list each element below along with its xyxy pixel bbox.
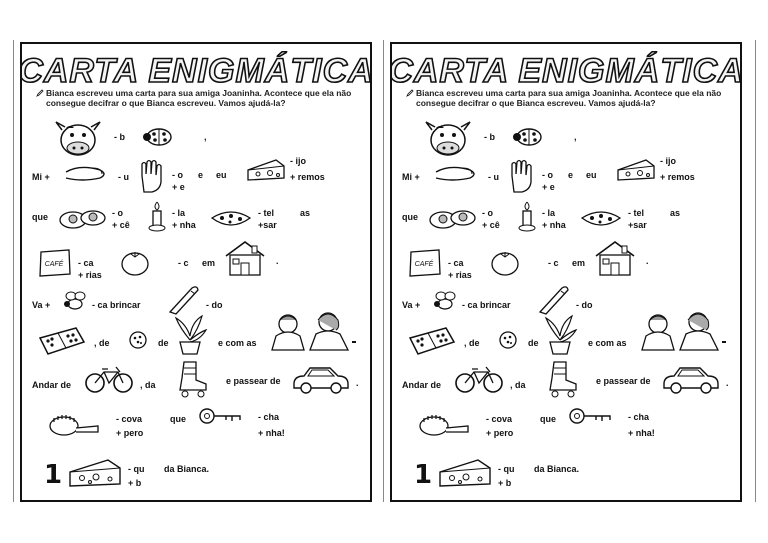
row2-eu: eu (216, 170, 227, 180)
row1-minus-b: - b (114, 132, 125, 142)
hairbrush-icon (418, 410, 470, 438)
row8-que: que (170, 414, 187, 424)
ladybug-icon (142, 124, 174, 148)
row2-minus-u: - u (488, 172, 499, 182)
car-icon (660, 364, 720, 394)
row3-que: que (402, 212, 419, 222)
intro-text (36, 88, 366, 108)
number-one: 1 (44, 460, 63, 490)
row3-minus-tel: - tel (628, 208, 645, 218)
row6-e-com-as: e com as (588, 338, 627, 348)
row3-as: as (670, 208, 681, 218)
fly-icon (62, 290, 88, 312)
house-icon (592, 238, 638, 278)
row8-minus-cova: - cova (486, 414, 513, 424)
row5-minus-do: - do (206, 300, 223, 310)
row2-minus-ijo: - ijo (660, 156, 676, 166)
plant-icon (172, 314, 208, 356)
row8-plus-pero: + pero (116, 428, 144, 438)
row4-em: em (202, 258, 216, 268)
row2-e: e (568, 170, 574, 180)
row7-comma-da: , da (510, 380, 526, 390)
row5-va-plus: Va + (32, 300, 51, 310)
row8-minus-cova: - cova (116, 414, 143, 424)
row5-ca-brincar: - ca brincar (92, 300, 141, 310)
row7-period: . (726, 378, 729, 388)
row2-minus-o: - o (172, 170, 183, 180)
row2-minus-o: - o (542, 170, 553, 180)
row3-plus-ce: + cê (112, 220, 130, 230)
row2-plus-e: + e (542, 182, 555, 192)
skate-icon (174, 360, 210, 398)
intro-line-2: consegue decifrar o que Bianca escreveu. Vamos ajudá-la? (46, 98, 286, 108)
row4-period: . (646, 256, 649, 266)
eggs-icon (58, 204, 108, 230)
hand-icon (138, 158, 166, 194)
intro-line-1: Bianca escreveu uma carta para sua amiga Joaninha. Acontece que ela não (416, 88, 722, 98)
row2-plus-e: + e (172, 182, 185, 192)
row9-da-bianca: da Bianca. (534, 464, 580, 474)
row4-plus-rias: + rias (78, 270, 102, 280)
row5-va-plus: Va + (402, 300, 421, 310)
intro-text (406, 88, 736, 108)
row6-de: de (528, 338, 539, 348)
divider-right (755, 40, 756, 502)
svg-text:CAFÉ: CAFÉ (44, 261, 64, 268)
cow-icon (54, 118, 102, 162)
worksheet-left (20, 42, 372, 502)
row8-plus-pero: + pero (486, 428, 514, 438)
bicycle-icon (84, 364, 134, 394)
row8-que: que (540, 414, 557, 424)
intro-line-1: Bianca escreveu uma carta para sua amiga Joaninha. Acontece que ela não (46, 88, 352, 98)
divider-center (383, 40, 384, 502)
hand-icon (508, 158, 536, 194)
row3-que: que (32, 212, 49, 222)
ladybug-icon (512, 124, 544, 148)
row8-minus-cha: - cha (258, 412, 280, 422)
eggs-icon (428, 204, 478, 230)
row7-comma-da: , da (140, 380, 156, 390)
row5-ca-brincar: - ca brincar (462, 300, 511, 310)
row2-mi-plus: Mi + (32, 172, 50, 182)
dolls-icon (636, 310, 728, 354)
key-icon (198, 406, 242, 426)
row7-e-passear-de: e passear de (226, 376, 281, 386)
domino-icon (408, 326, 456, 356)
car-icon (290, 364, 350, 394)
svg-text:CARTA ENIGMÁTICA: CARTA ENIGMÁTICA (388, 52, 744, 90)
row6-de: de (158, 338, 169, 348)
row4-minus-c: - c (178, 258, 189, 268)
row3-plus-nha: + nha (172, 220, 196, 230)
pizza-icon (580, 208, 622, 230)
row9-plus-b: + b (128, 478, 142, 488)
key-icon (568, 406, 612, 426)
fly-icon (432, 290, 458, 312)
worksheet-title (388, 48, 744, 92)
row3-plus-sar: +sar (628, 220, 647, 230)
thumb-icon (62, 158, 110, 186)
row3-minus-tel: - tel (258, 208, 275, 218)
worksheet-right (390, 42, 742, 502)
tomato-icon (490, 250, 520, 276)
row2-plus-remos: + remos (290, 172, 325, 182)
row9-plus-b: + b (498, 478, 512, 488)
worksheet-title (18, 48, 374, 92)
row7-andar-de: Andar de (402, 380, 442, 390)
cheese-wedge-icon (68, 458, 122, 488)
row6-e-com-as: e com as (218, 338, 257, 348)
row6-comma-de: , de (464, 338, 480, 348)
cookie-icon (128, 330, 148, 350)
skate-icon (544, 360, 580, 398)
cheese-icon (616, 158, 656, 184)
finger-icon (166, 282, 200, 316)
row9-da-bianca: da Bianca. (164, 464, 210, 474)
pencil-icon (36, 89, 44, 97)
row9-minus-qu: - qu (498, 464, 515, 474)
row4-minus-c: - c (548, 258, 559, 268)
row2-minus-ijo: - ijo (290, 156, 306, 166)
intro-line-2: consegue decifrar o que Bianca escreveu. Vamos ajudá-la? (416, 98, 656, 108)
cow-icon (424, 118, 472, 162)
row3-plus-sar: +sar (258, 220, 277, 230)
row9-minus-qu: - qu (128, 464, 145, 474)
row3-as: as (300, 208, 311, 218)
finger-icon (536, 282, 570, 316)
row4-plus-rias: + rias (448, 270, 472, 280)
pencil-icon (406, 89, 414, 97)
row3-minus-o: - o (112, 208, 123, 218)
tomato-icon (120, 250, 150, 276)
row8-plus-nha: + nha! (258, 428, 285, 438)
row3-minus-la: - la (542, 208, 556, 218)
row4-minus-ca: - ca (78, 258, 94, 268)
row3-minus-la: - la (172, 208, 186, 218)
row4-em: em (572, 258, 586, 268)
row7-e-passear-de: e passear de (596, 376, 651, 386)
row1-comma: , (574, 132, 577, 142)
divider-left (13, 40, 14, 502)
row1-minus-b: - b (484, 132, 495, 142)
cookie-icon (498, 330, 518, 350)
number-one: 1 (414, 460, 433, 490)
bicycle-icon (454, 364, 504, 394)
row2-eu: eu (586, 170, 597, 180)
hairbrush-icon (48, 410, 100, 438)
row5-minus-do: - do (576, 300, 593, 310)
row3-minus-o: - o (482, 208, 493, 218)
row2-e: e (198, 170, 204, 180)
row8-plus-nha: + nha! (628, 428, 655, 438)
row3-plus-ce: + cê (482, 220, 500, 230)
coffee-bag-icon (408, 248, 442, 278)
svg-text:CARTA ENIGMÁTICA: CARTA ENIGMÁTICA (18, 52, 374, 90)
row2-mi-plus: Mi + (402, 172, 420, 182)
coffee-bag-icon (38, 248, 72, 278)
row7-period: . (356, 378, 359, 388)
pizza-icon (210, 208, 252, 230)
cheese-icon (246, 158, 286, 184)
domino-icon (38, 326, 86, 356)
row6-comma-de: , de (94, 338, 110, 348)
row4-minus-ca: - ca (448, 258, 464, 268)
row1-comma: , (204, 132, 207, 142)
row2-minus-u: - u (118, 172, 129, 182)
row3-plus-nha: + nha (542, 220, 566, 230)
svg-text:CAFÉ: CAFÉ (414, 261, 434, 268)
candle-icon (518, 200, 536, 232)
row8-minus-cha: - cha (628, 412, 650, 422)
row7-andar-de: Andar de (32, 380, 72, 390)
candle-icon (148, 200, 166, 232)
house-icon (222, 238, 268, 278)
dolls-icon (266, 310, 358, 354)
cheese-wedge-icon (438, 458, 492, 488)
plant-icon (542, 314, 578, 356)
row4-period: . (276, 256, 279, 266)
thumb-icon (432, 158, 480, 186)
row2-plus-remos: + remos (660, 172, 695, 182)
